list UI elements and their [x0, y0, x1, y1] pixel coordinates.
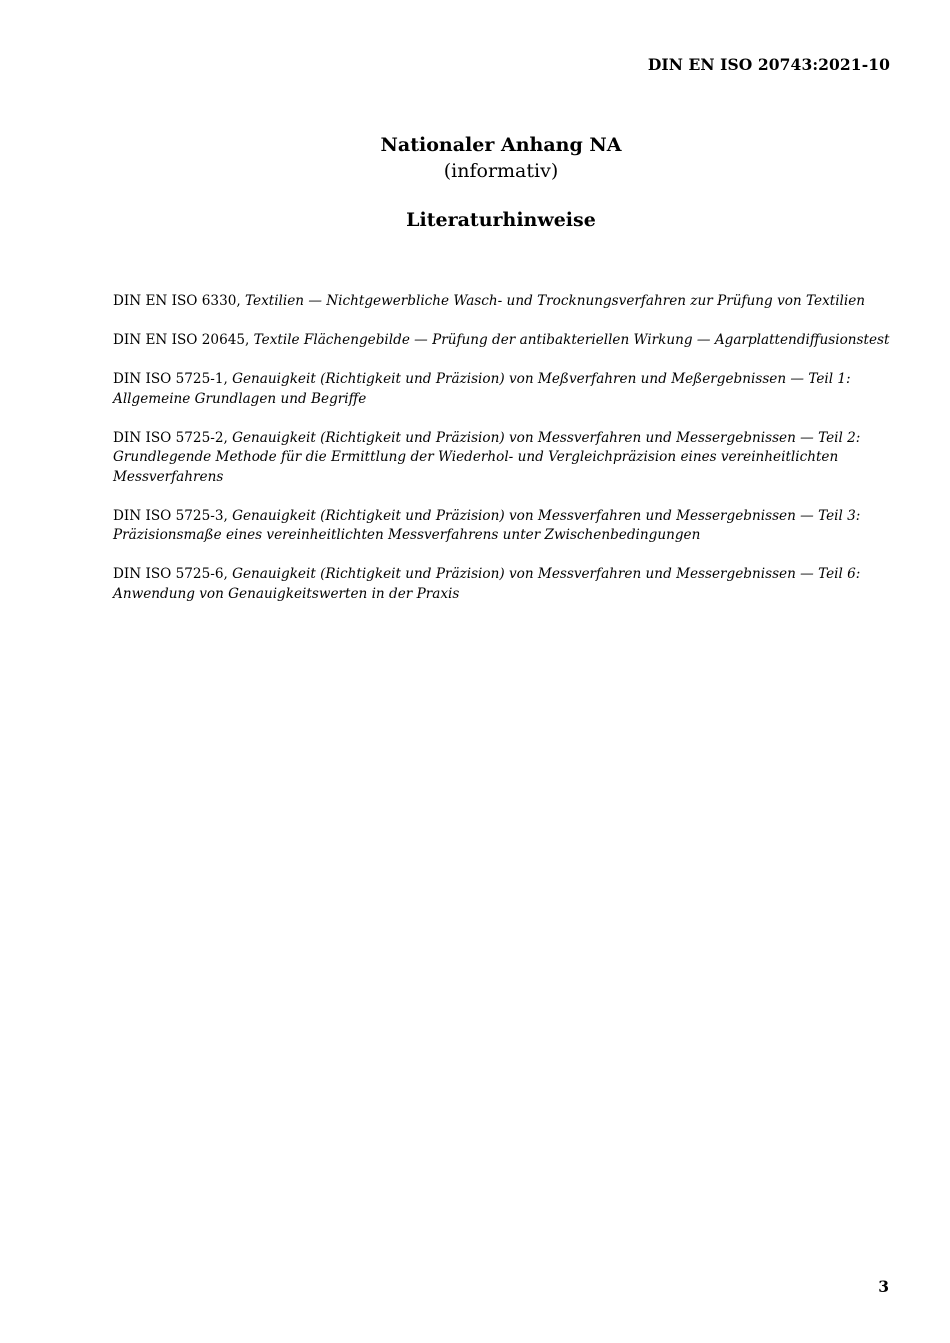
- bibliography-ref: DIN ISO 5725-6,: [113, 566, 233, 582]
- document-id: DIN EN ISO 20743:2021-10: [647, 55, 890, 74]
- bibliography-heading: Literaturhinweise: [406, 209, 596, 231]
- page-number: 3: [878, 1277, 889, 1296]
- bibliography-ref: DIN EN ISO 6330,: [113, 293, 246, 309]
- annex-subtitle: (informativ): [443, 160, 559, 182]
- bibliography-title: Textilien — Nichtgewerbliche Wasch- und Trocknungsverfahren zur Prüfung von Textilien: [245, 293, 866, 309]
- bibliography-title: Textile Flächengebilde — Prüfung der antibakteriellen Wirkung — Agarplattendiffusionstest: [253, 332, 890, 348]
- bibliography-title: Genauigkeit (Richtigkeit und Präzision) von Messverfahren und Messergebnissen — Teil 2: Grundlegende Methode für die Ermittlung der Wiederhol- und Vergleichpräzision eines vereinheitlichten Messverfahrens: [113, 429, 861, 485]
- bibliography-ref: DIN EN ISO 20645,: [113, 332, 254, 348]
- bibliography-title: Genauigkeit (Richtigkeit und Präzision) von Meßverfahren und Meßergebnissen — Teil 1: Allgemeine Grundlagen und Begriffe: [113, 371, 851, 407]
- bibliography-ref: DIN ISO 5725-2,: [113, 429, 233, 446]
- bibliography-ref: DIN ISO 5725-3,: [113, 507, 233, 524]
- bibliography-ref: DIN ISO 5725-1,: [113, 371, 233, 387]
- bibliography-entry-din-iso-5725-6: [113, 565, 893, 604]
- bibliography-list: [113, 292, 893, 624]
- bibliography-entry-din-en-iso-20645: [113, 331, 893, 351]
- bibliography-entry-din-iso-5725-2: [113, 429, 893, 488]
- bibliography-title: Genauigkeit (Richtigkeit und Präzision) von Messverfahren und Messergebnissen — Teil 3: Präzisionsmaße eines vereinheitlichten Messverfahrens unter Zwischenbedingungen: [113, 507, 861, 543]
- bibliography-title: Genauigkeit (Richtigkeit und Präzision) von Messverfahren und Messergebnissen — Teil 6: Anwendung von Genauigkeitswerten in der Praxis: [113, 566, 861, 602]
- bibliography-entry-din-en-iso-6330: [113, 292, 893, 312]
- bibliography-entry-din-iso-5725-1: [113, 370, 893, 409]
- bibliography-entry-din-iso-5725-3: [113, 507, 893, 546]
- annex-heading: [0, 131, 950, 183]
- annex-title: Nationaler Anhang NA: [380, 134, 622, 156]
